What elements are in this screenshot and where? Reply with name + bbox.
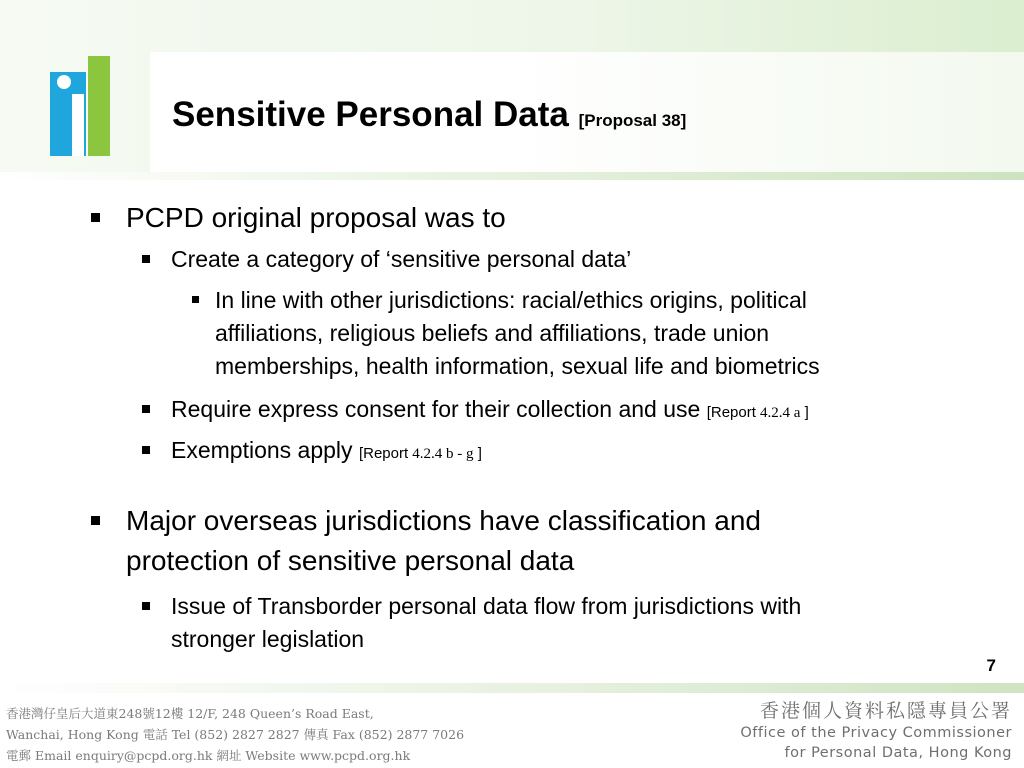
ref-close: ] xyxy=(473,445,482,462)
footer-org-name xyxy=(740,699,1012,763)
slide-title xyxy=(172,93,686,143)
bullet-line: Major overseas jurisdictions have classification and xyxy=(126,505,761,536)
ref-open: [Report xyxy=(358,445,413,462)
bullet-l2 xyxy=(171,434,482,471)
header-divider xyxy=(0,172,1024,180)
bullet-marker-icon xyxy=(91,516,100,525)
bullet-text: PCPD original proposal was to xyxy=(126,202,506,233)
bullet-text: Create a category of ‘sensitive personal data’ xyxy=(171,246,632,272)
bullet-l1 xyxy=(126,198,506,238)
ref-number: 4.2.4 b - g xyxy=(412,446,474,462)
bullet-marker-icon xyxy=(142,405,150,413)
bullet-marker-icon xyxy=(142,446,150,454)
footer-address xyxy=(6,703,464,766)
bullet-line: In line with other jurisdictions: racial/ethics origins, political xyxy=(215,287,807,313)
footer xyxy=(0,693,1024,768)
bullet-text: Require express consent for their collection and use xyxy=(171,396,701,422)
proposal-tag: [Proposal 38] xyxy=(578,111,687,130)
header-band xyxy=(0,0,1024,175)
bullet-line: memberships, health information, sexual life and biometrics xyxy=(215,353,820,379)
address-line: 香港灣仔皇后大道東248號12樓 12/F, 248 Queen’s Road East, xyxy=(6,706,374,721)
ref-number: 4.2.4 a xyxy=(760,405,801,421)
org-name-english-line: for Personal Data, Hong Kong xyxy=(784,745,1012,761)
pcpd-logo-icon xyxy=(46,56,118,156)
bullet-text: Exemptions apply xyxy=(171,437,353,463)
bullet-l2 xyxy=(171,393,809,430)
bullet-l2 xyxy=(171,243,631,276)
contact-line: Wanchai, Hong Kong 電話 Tel (852) 2827 2827 傳真 Fax (852) 2877 7026 xyxy=(6,727,465,742)
report-reference xyxy=(359,445,482,462)
logo-green-bar xyxy=(88,56,110,156)
slide-title-text: Sensitive Personal Data xyxy=(172,95,569,134)
ref-close: ] xyxy=(800,404,809,421)
bullet-line: stronger legislation xyxy=(171,626,365,652)
bullet-marker-icon xyxy=(142,602,150,610)
logo-cutout xyxy=(72,94,84,156)
bullet-marker-icon xyxy=(91,213,100,222)
bullet-l2 xyxy=(171,590,801,656)
web-line: 電郵 Email enquiry@pcpd.org.hk 網址 Website www.pcpd.org.hk xyxy=(6,748,411,763)
bullet-marker-icon xyxy=(192,296,199,303)
footer-divider xyxy=(0,683,1024,693)
report-reference xyxy=(707,404,809,421)
bullet-l3 xyxy=(215,284,820,383)
bullet-line: protection of sensitive personal data xyxy=(126,545,575,576)
bullet-marker-icon xyxy=(142,255,150,263)
org-name-english-line: Office of the Privacy Commissioner xyxy=(740,725,1012,741)
ref-open: [Report xyxy=(706,404,761,421)
logo-dot xyxy=(57,75,71,89)
bullet-line: affiliations, religious beliefs and affiliations, trade union xyxy=(215,320,770,346)
bullet-line: Issue of Transborder personal data flow from jurisdictions with xyxy=(171,593,802,619)
page-number: 7 xyxy=(986,656,996,675)
org-name-chinese: 香港個人資料私隱專員公署 xyxy=(759,700,1012,722)
bullet-l1 xyxy=(126,501,761,581)
